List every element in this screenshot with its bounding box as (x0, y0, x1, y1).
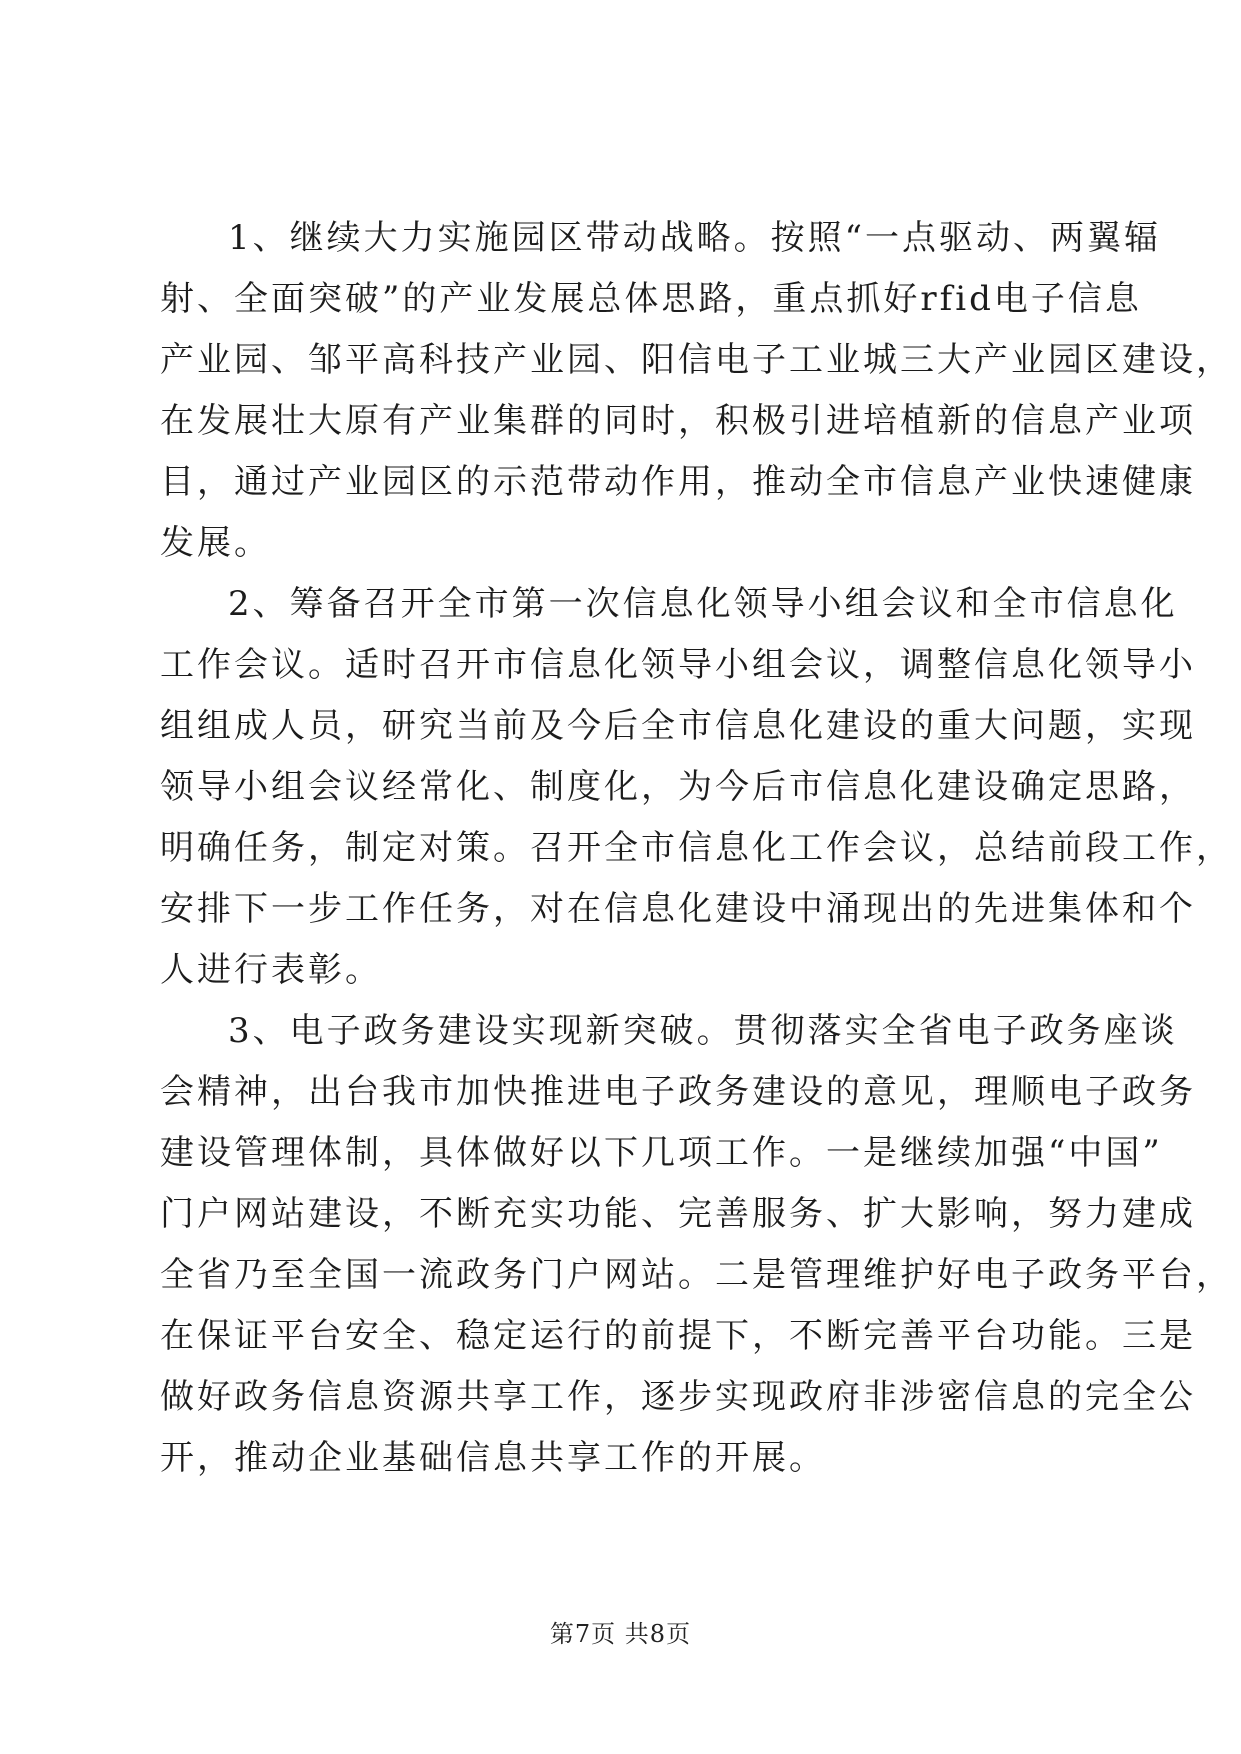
paragraph-line: 3、电子政务建设实现新突破。贯彻落实全省电子政务座谈 (228, 1011, 1178, 1051)
paragraph-line: 做好政务信息资源共享工作，逐步实现政府非涉密信息的完全公 (160, 1377, 1196, 1417)
paragraph-line: 工作会议。适时召开市信息化领导小组会议，调整信息化领导小 (160, 645, 1196, 685)
page-footer: 第7页 共8页 (549, 1620, 692, 1648)
paragraph-line: 门户网站建设，不断充实功能、完善服务、扩大影响，努力建成 (160, 1194, 1196, 1234)
paragraph-line: 明确任务，制定对策。召开全市信息化工作会议，总结前段工作， (160, 828, 1233, 868)
paragraph-line: 会精神，出台我市加快推进电子政务建设的意见，理顺电子政务 (160, 1072, 1196, 1112)
paragraph-line: 1、继续大力实施园区带动战略。按照“一点驱动、两翼辐 (228, 218, 1162, 258)
paragraph-line: 建设管理体制，具体做好以下几项工作。一是继续加强“中国” (160, 1133, 1163, 1173)
paragraph-line: 产业园、邹平高科技产业园、阳信电子工业城三大产业园区建设， (160, 340, 1233, 380)
paragraph-line: 射、全面突破”的产业发展总体思路，重点抓好rfid电子信息 (160, 279, 1142, 319)
paragraph-line: 在保证平台安全、稳定运行的前提下，不断完善平台功能。三是 (160, 1316, 1196, 1356)
paragraph-line: 领导小组会议经常化、制度化，为今后市信息化建设确定思路， (160, 767, 1196, 807)
paragraph-line: 开，推动企业基础信息共享工作的开展。 (160, 1438, 826, 1478)
paragraph-line: 在发展壮大原有产业集群的同时，积极引进培植新的信息产业项 (160, 401, 1196, 441)
paragraph-line: 人进行表彰。 (160, 950, 382, 990)
paragraph-line: 发展。 (160, 523, 271, 563)
paragraph-1 (160, 208, 1233, 574)
paragraph-line: 2、筹备召开全市第一次信息化领导小组会议和全市信息化 (228, 584, 1178, 624)
paragraph-line: 全省乃至全国一流政务门户网站。二是管理维护好电子政务平台， (160, 1255, 1233, 1295)
paragraph-line: 组组成人员，研究当前及今后全市信息化建设的重大问题，实现 (160, 706, 1196, 746)
paragraph-line: 安排下一步工作任务，对在信息化建设中涌现出的先进集体和个 (160, 889, 1196, 929)
paragraph-3 (160, 1001, 1233, 1489)
paragraph-2 (160, 574, 1233, 1001)
paragraph-line: 目，通过产业园区的示范带动作用，推动全市信息产业快速健康 (160, 462, 1196, 502)
